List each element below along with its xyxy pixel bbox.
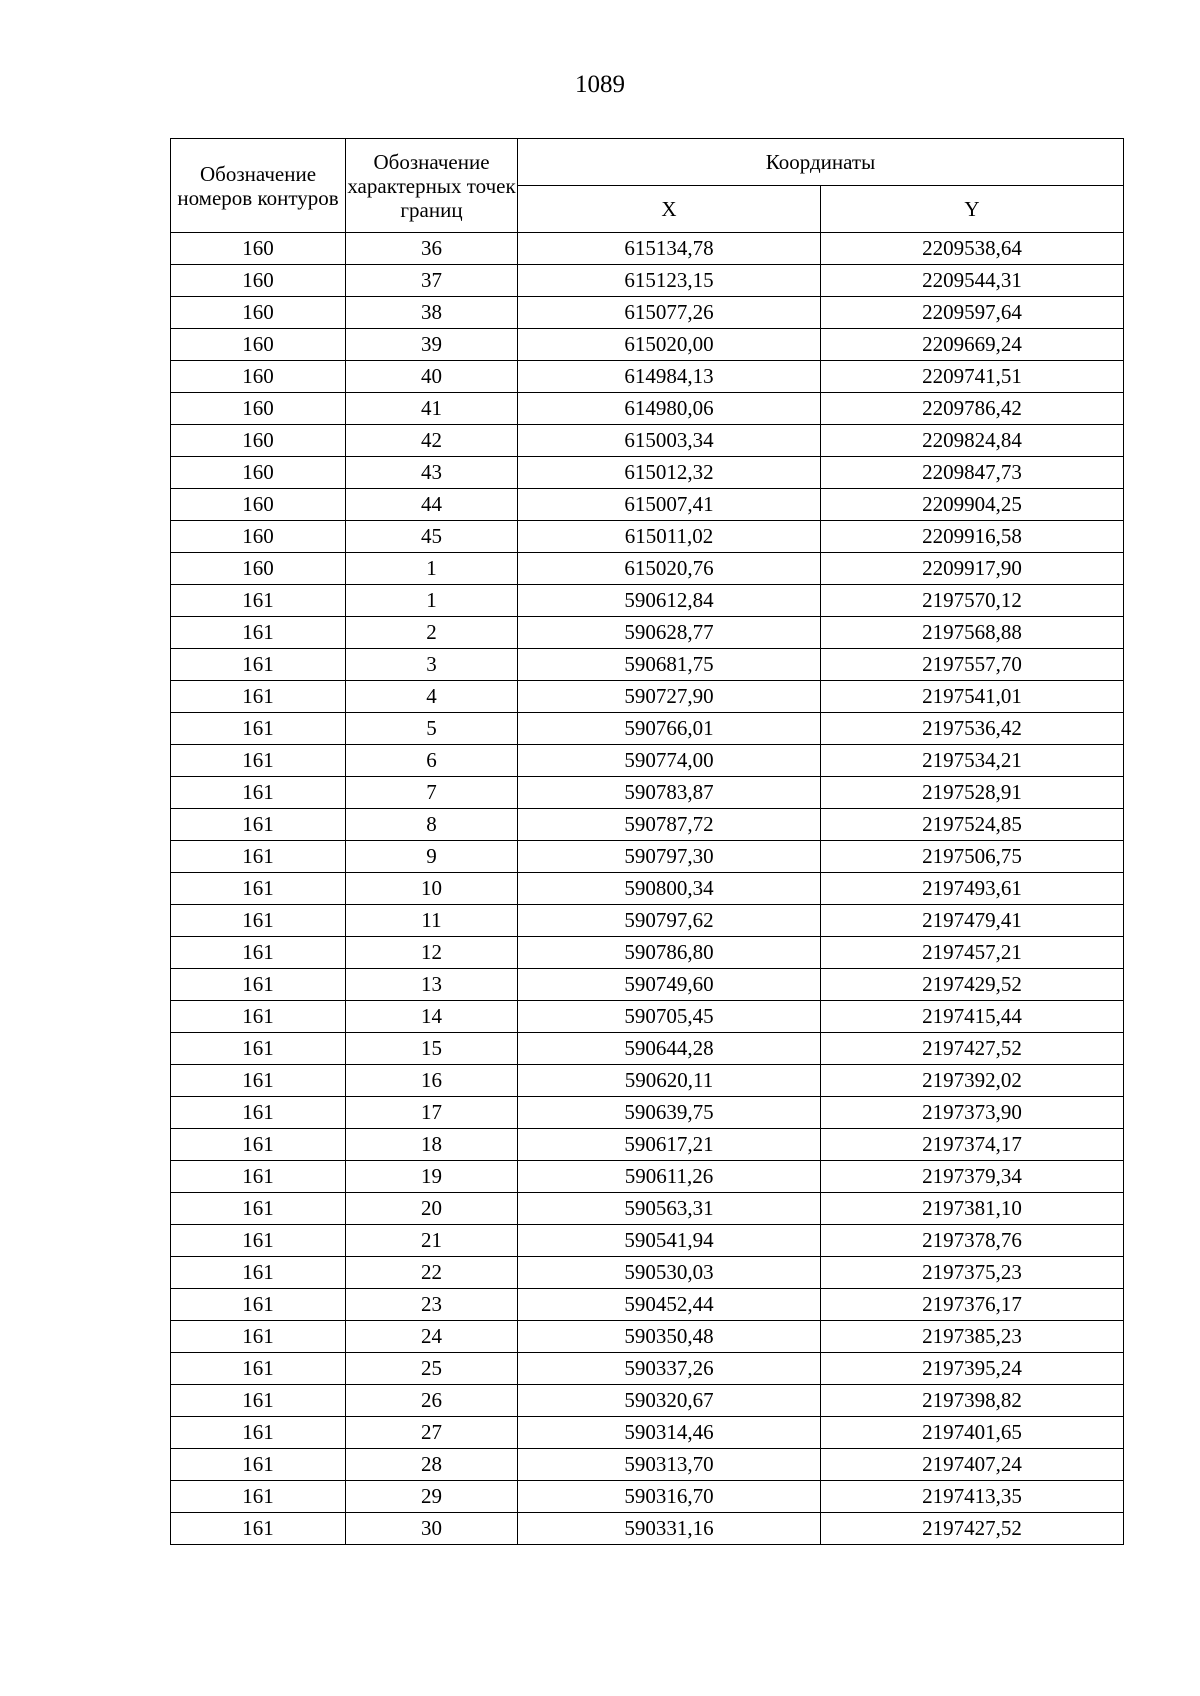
contour-cell: 161 <box>171 617 346 649</box>
table-row <box>171 585 1124 617</box>
point-cell: 24 <box>346 1321 518 1353</box>
x-cell: 590705,45 <box>518 1001 821 1033</box>
y-cell: 2197493,61 <box>821 873 1124 905</box>
contour-cell: 161 <box>171 1193 346 1225</box>
y-cell: 2197457,21 <box>821 937 1124 969</box>
y-cell: 2197413,35 <box>821 1481 1124 1513</box>
point-cell: 25 <box>346 1353 518 1385</box>
y-cell: 2209669,24 <box>821 329 1124 361</box>
contour-cell: 161 <box>171 777 346 809</box>
contour-cell: 160 <box>171 489 346 521</box>
table-row <box>171 809 1124 841</box>
point-cell: 1 <box>346 553 518 585</box>
point-cell: 10 <box>346 873 518 905</box>
x-cell: 590774,00 <box>518 745 821 777</box>
y-header: Y <box>821 186 1124 233</box>
x-cell: 590639,75 <box>518 1097 821 1129</box>
table-row <box>171 425 1124 457</box>
contour-cell: 160 <box>171 393 346 425</box>
table-row <box>171 745 1124 777</box>
y-cell: 2197379,34 <box>821 1161 1124 1193</box>
table-body <box>171 233 1124 1545</box>
contour-cell: 160 <box>171 233 346 265</box>
y-cell: 2197381,10 <box>821 1193 1124 1225</box>
x-cell: 615007,41 <box>518 489 821 521</box>
x-cell: 615011,02 <box>518 521 821 553</box>
table-row <box>171 681 1124 713</box>
x-cell: 615134,78 <box>518 233 821 265</box>
y-cell: 2197524,85 <box>821 809 1124 841</box>
contour-cell: 161 <box>171 809 346 841</box>
contour-cell: 160 <box>171 553 346 585</box>
y-cell: 2197534,21 <box>821 745 1124 777</box>
contour-cell: 160 <box>171 457 346 489</box>
x-cell: 590783,87 <box>518 777 821 809</box>
contour-cell: 161 <box>171 1417 346 1449</box>
point-cell: 23 <box>346 1289 518 1321</box>
x-cell: 590452,44 <box>518 1289 821 1321</box>
contour-cell: 161 <box>171 1481 346 1513</box>
y-cell: 2197427,52 <box>821 1033 1124 1065</box>
point-cell: 37 <box>346 265 518 297</box>
y-cell: 2209741,51 <box>821 361 1124 393</box>
x-cell: 590786,80 <box>518 937 821 969</box>
x-cell: 615077,26 <box>518 297 821 329</box>
y-cell: 2209544,31 <box>821 265 1124 297</box>
y-cell: 2209917,90 <box>821 553 1124 585</box>
table-row <box>171 329 1124 361</box>
y-cell: 2209597,64 <box>821 297 1124 329</box>
point-cell: 5 <box>346 713 518 745</box>
x-cell: 614984,13 <box>518 361 821 393</box>
x-cell: 615003,34 <box>518 425 821 457</box>
y-cell: 2197557,70 <box>821 649 1124 681</box>
x-cell: 590644,28 <box>518 1033 821 1065</box>
contour-cell: 161 <box>171 1033 346 1065</box>
contour-cell: 161 <box>171 1513 346 1545</box>
table-row <box>171 1513 1124 1545</box>
y-cell: 2197374,17 <box>821 1129 1124 1161</box>
point-cell: 19 <box>346 1161 518 1193</box>
point-cell: 9 <box>346 841 518 873</box>
table-row <box>171 489 1124 521</box>
point-cell: 11 <box>346 905 518 937</box>
x-cell: 590681,75 <box>518 649 821 681</box>
table-row <box>171 873 1124 905</box>
table-row <box>171 1449 1124 1481</box>
point-cell: 14 <box>346 1001 518 1033</box>
contour-cell: 160 <box>171 297 346 329</box>
point-cell: 41 <box>346 393 518 425</box>
coordinates-table <box>170 138 1124 1545</box>
point-cell: 18 <box>346 1129 518 1161</box>
coordinates-header: Координаты <box>518 139 1124 186</box>
point-cell: 36 <box>346 233 518 265</box>
contour-cell: 161 <box>171 1321 346 1353</box>
table-header <box>171 139 1124 233</box>
point-cell: 42 <box>346 425 518 457</box>
x-cell: 615020,00 <box>518 329 821 361</box>
point-cell: 20 <box>346 1193 518 1225</box>
x-cell: 590800,34 <box>518 873 821 905</box>
y-cell: 2209847,73 <box>821 457 1124 489</box>
x-cell: 615020,76 <box>518 553 821 585</box>
y-cell: 2197528,91 <box>821 777 1124 809</box>
y-cell: 2197541,01 <box>821 681 1124 713</box>
y-cell: 2197392,02 <box>821 1065 1124 1097</box>
table-row <box>171 1353 1124 1385</box>
point-cell: 1 <box>346 585 518 617</box>
table-row <box>171 617 1124 649</box>
table-row <box>171 393 1124 425</box>
point-cell: 21 <box>346 1225 518 1257</box>
point-cell: 15 <box>346 1033 518 1065</box>
x-cell: 590620,11 <box>518 1065 821 1097</box>
x-cell: 590313,70 <box>518 1449 821 1481</box>
x-cell: 590797,30 <box>518 841 821 873</box>
table-row <box>171 777 1124 809</box>
contour-cell: 161 <box>171 745 346 777</box>
point-cell: 4 <box>346 681 518 713</box>
y-cell: 2197570,12 <box>821 585 1124 617</box>
x-cell: 590617,21 <box>518 1129 821 1161</box>
table-row <box>171 361 1124 393</box>
table-row <box>171 265 1124 297</box>
x-header: X <box>518 186 821 233</box>
point-cell: 29 <box>346 1481 518 1513</box>
point-cell: 16 <box>346 1065 518 1097</box>
y-cell: 2209824,84 <box>821 425 1124 457</box>
table-row <box>171 233 1124 265</box>
contour-cell: 161 <box>171 1257 346 1289</box>
header-row-1 <box>171 139 1124 186</box>
point-cell: 28 <box>346 1449 518 1481</box>
y-cell: 2209916,58 <box>821 521 1124 553</box>
table-row <box>171 1129 1124 1161</box>
contour-cell: 161 <box>171 713 346 745</box>
contour-cell: 161 <box>171 1225 346 1257</box>
point-cell: 26 <box>346 1385 518 1417</box>
x-cell: 590628,77 <box>518 617 821 649</box>
contour-cell: 161 <box>171 585 346 617</box>
table-row <box>171 553 1124 585</box>
y-cell: 2197376,17 <box>821 1289 1124 1321</box>
y-cell: 2209786,42 <box>821 393 1124 425</box>
y-cell: 2197378,76 <box>821 1225 1124 1257</box>
x-cell: 590350,48 <box>518 1321 821 1353</box>
table-row <box>171 1417 1124 1449</box>
contour-cell: 161 <box>171 937 346 969</box>
x-cell: 615123,15 <box>518 265 821 297</box>
x-cell: 590787,72 <box>518 809 821 841</box>
contour-cell: 161 <box>171 1353 346 1385</box>
point-cell: 45 <box>346 521 518 553</box>
y-cell: 2197373,90 <box>821 1097 1124 1129</box>
point-cell: 43 <box>346 457 518 489</box>
x-cell: 614980,06 <box>518 393 821 425</box>
point-cell: 6 <box>346 745 518 777</box>
table-row <box>171 1097 1124 1129</box>
page-number: 1089 <box>575 71 625 98</box>
point-cell: 17 <box>346 1097 518 1129</box>
y-cell: 2197407,24 <box>821 1449 1124 1481</box>
contour-cell: 161 <box>171 1161 346 1193</box>
table-row <box>171 649 1124 681</box>
y-cell: 2197415,44 <box>821 1001 1124 1033</box>
point-cell: 30 <box>346 1513 518 1545</box>
table-row <box>171 1289 1124 1321</box>
contour-cell: 161 <box>171 873 346 905</box>
y-cell: 2209538,64 <box>821 233 1124 265</box>
point-cell: 44 <box>346 489 518 521</box>
table-row <box>171 905 1124 937</box>
point-cell: 39 <box>346 329 518 361</box>
contour-cell: 161 <box>171 1129 346 1161</box>
y-cell: 2197427,52 <box>821 1513 1124 1545</box>
x-cell: 590727,90 <box>518 681 821 713</box>
contour-cell: 161 <box>171 1289 346 1321</box>
x-cell: 590316,70 <box>518 1481 821 1513</box>
y-cell: 2197479,41 <box>821 905 1124 937</box>
contour-cell: 161 <box>171 1001 346 1033</box>
y-cell: 2197401,65 <box>821 1417 1124 1449</box>
table-row <box>171 457 1124 489</box>
table-row <box>171 1161 1124 1193</box>
table-row <box>171 297 1124 329</box>
table-row <box>171 1225 1124 1257</box>
table-row <box>171 937 1124 969</box>
contour-cell: 161 <box>171 1385 346 1417</box>
y-cell: 2197375,23 <box>821 1257 1124 1289</box>
point-cell: 22 <box>346 1257 518 1289</box>
x-cell: 590766,01 <box>518 713 821 745</box>
x-cell: 590611,26 <box>518 1161 821 1193</box>
point-cell: 38 <box>346 297 518 329</box>
point-cell: 3 <box>346 649 518 681</box>
contour-cell: 161 <box>171 649 346 681</box>
table-row <box>171 1321 1124 1353</box>
contour-cell: 161 <box>171 841 346 873</box>
x-cell: 590541,94 <box>518 1225 821 1257</box>
y-cell: 2197429,52 <box>821 969 1124 1001</box>
x-cell: 590563,31 <box>518 1193 821 1225</box>
y-cell: 2197395,24 <box>821 1353 1124 1385</box>
point-cell: 8 <box>346 809 518 841</box>
x-cell: 615012,32 <box>518 457 821 489</box>
x-cell: 590530,03 <box>518 1257 821 1289</box>
contour-cell: 160 <box>171 521 346 553</box>
contour-cell: 160 <box>171 361 346 393</box>
table-row <box>171 521 1124 553</box>
contour-cell: 161 <box>171 1449 346 1481</box>
y-cell: 2197385,23 <box>821 1321 1124 1353</box>
x-cell: 590749,60 <box>518 969 821 1001</box>
contour-cell: 161 <box>171 905 346 937</box>
y-cell: 2197568,88 <box>821 617 1124 649</box>
y-cell: 2197398,82 <box>821 1385 1124 1417</box>
x-cell: 590314,46 <box>518 1417 821 1449</box>
x-cell: 590320,67 <box>518 1385 821 1417</box>
contour-cell: 160 <box>171 265 346 297</box>
table-row <box>171 1065 1124 1097</box>
y-cell: 2209904,25 <box>821 489 1124 521</box>
point-cell: 13 <box>346 969 518 1001</box>
contour-cell: 161 <box>171 681 346 713</box>
table-row <box>171 1481 1124 1513</box>
point-cell: 12 <box>346 937 518 969</box>
contour-cell: 160 <box>171 425 346 457</box>
table-row <box>171 713 1124 745</box>
contour-number-header: Обозначение номеров контуров <box>171 139 346 233</box>
contour-cell: 161 <box>171 969 346 1001</box>
table-row <box>171 1001 1124 1033</box>
table-row <box>171 841 1124 873</box>
y-cell: 2197506,75 <box>821 841 1124 873</box>
x-cell: 590337,26 <box>518 1353 821 1385</box>
table-row <box>171 1193 1124 1225</box>
point-cell: 40 <box>346 361 518 393</box>
table-row <box>171 1257 1124 1289</box>
y-cell: 2197536,42 <box>821 713 1124 745</box>
contour-cell: 160 <box>171 329 346 361</box>
boundary-point-header: Обозначение характерных точек границ <box>346 139 518 233</box>
table-row <box>171 1033 1124 1065</box>
table-row <box>171 969 1124 1001</box>
point-cell: 7 <box>346 777 518 809</box>
point-cell: 2 <box>346 617 518 649</box>
point-cell: 27 <box>346 1417 518 1449</box>
contour-cell: 161 <box>171 1097 346 1129</box>
x-cell: 590612,84 <box>518 585 821 617</box>
x-cell: 590797,62 <box>518 905 821 937</box>
x-cell: 590331,16 <box>518 1513 821 1545</box>
contour-cell: 161 <box>171 1065 346 1097</box>
table-row <box>171 1385 1124 1417</box>
